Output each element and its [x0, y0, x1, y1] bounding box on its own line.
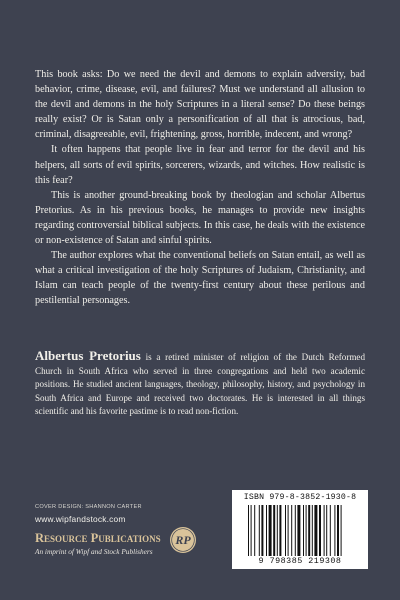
back-cover-blurb [35, 67, 365, 309]
publisher-imprint: An imprint of Wipf and Stock Publishers [35, 547, 153, 556]
blurb-paragraph: It often happens that people live in fear and terror for the devil and his helpers, all sorts of evil spirits, sorcerers, wizards, and witches. How realistic is this fear? [35, 144, 365, 186]
rp-logo-text: RP [175, 533, 191, 548]
blurb-paragraph: This book asks: Do we need the devil and demons to explain adversity, bad behavior, crime, disease, evil, and failures? Must we understand all allusion to the devil and demons in the holy Scriptures in a literal sense? Do these beings really exist? Or is Satan only a personification of all that is atrocious, bad, criminal, disagreeable, evil, frightening, gross, horrible, indecent, and wrong? [35, 69, 365, 141]
blurb-paragraph: The author explores what the conventional beliefs on Satan entail, as well as what a critical investigation of the holy Scriptures of Judaism, Christianity, and Islam can teach people of the twenty-first century about these perilous and pestilential personages. [35, 250, 365, 307]
publisher-block [35, 504, 161, 556]
author-bio [35, 349, 365, 419]
isbn-barcode [232, 490, 368, 569]
cover-design-credit: COVER DESIGN: SHANNON CARTER [35, 504, 142, 510]
author-bio-text: is a retired minister of religion of the Dutch Reformed Church in South Africa who served in three congregations and held two academic positions. He studied ancient languages, theology, philosophy, history, and psychology in South Africa and Europe and received two doctorates. He is interested in all things scientific and his favorite pastime is to read non-fiction. [35, 352, 366, 417]
author-name: Albertus Pretorius [35, 348, 141, 363]
isbn-label: ISBN 979-8-3852-1930-8 [243, 493, 357, 502]
publisher-name: Resource Publications [35, 531, 161, 545]
blurb-paragraph: This is another ground-breaking book by theologian and scholar Albertus Pretorius. As in his previous books, he manages to provide new insights regarding controversial biblical subjects. In this case, he deals with the existence or non-existence of Satan and sinful spirits. [35, 189, 365, 247]
rp-logo-icon [169, 526, 197, 554]
barcode-number: 9 798385 219308 [258, 556, 342, 566]
publisher-url: www.wipfandstock.com [35, 514, 126, 524]
barcode-bars [246, 505, 356, 556]
